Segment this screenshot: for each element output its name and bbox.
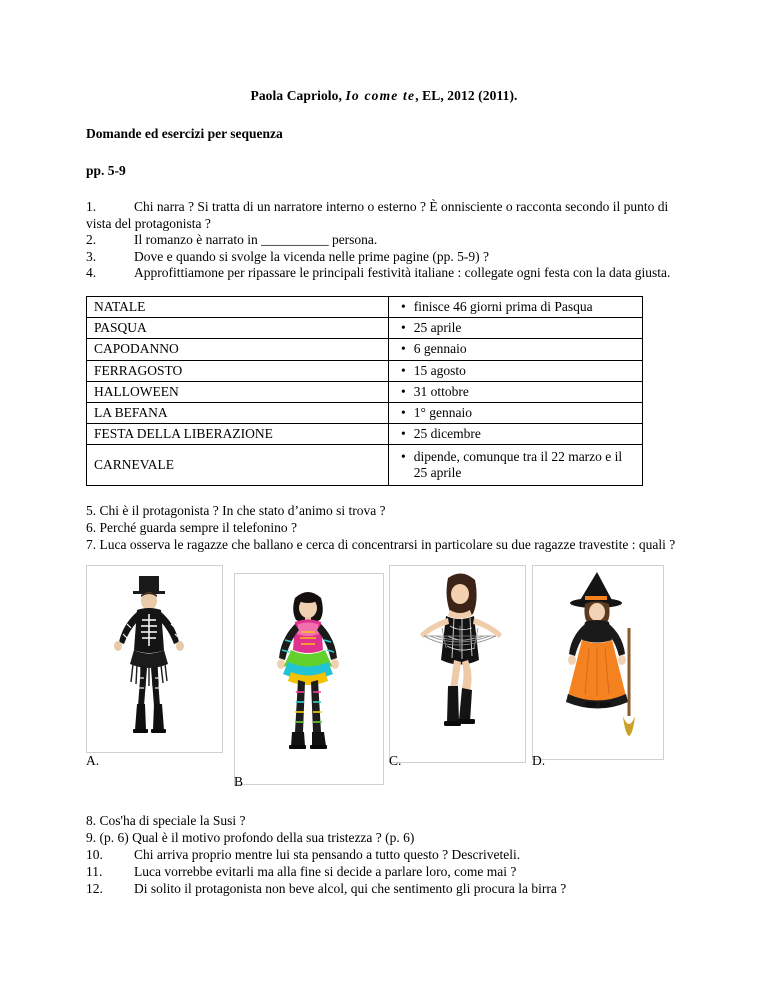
table-row (87, 360, 643, 381)
question-item (86, 502, 682, 519)
question-text: Perché guarda sempre il telefonino ? (99, 520, 298, 536)
table-row (87, 318, 643, 339)
festivity-date-text: 25 aprile (413, 320, 462, 336)
question-item (86, 265, 682, 282)
festivity-date-cell (389, 360, 643, 381)
title-part-before: Paola Capriolo, (250, 88, 346, 103)
costume-image-d (532, 565, 664, 760)
table-row (87, 339, 643, 360)
bullet-icon: • (401, 404, 406, 420)
festivity-date-cell (389, 339, 643, 360)
section-subtitle: Domande ed esercizi per sequenza (86, 126, 283, 141)
festivity-name-cell: LA BEFANA (87, 402, 389, 423)
festivity-date-cell (389, 402, 643, 423)
question-number: 6. (86, 520, 97, 536)
question-number: 5. (86, 503, 97, 519)
festivity-date-text: 31 ottobre (413, 383, 469, 399)
bullet-icon: • (401, 449, 406, 465)
festivity-name-cell: HALLOWEEN (87, 381, 389, 402)
question-text: Cos'ha di speciale la Susi ? (99, 813, 246, 828)
title-part-italic: Io come te (345, 88, 416, 103)
question-item (86, 812, 682, 829)
question-text: Chi arriva proprio mentre lui sta pensando a tutto questo ? Descriveteli. (134, 847, 521, 862)
costume-orange-witch-woman-icon (533, 566, 661, 757)
image-label-a: A. (86, 753, 100, 769)
question-text: Dove e quando si svolge la vicenda nelle prime pagine (pp. 5-9) ? (134, 248, 490, 264)
question-text: Luca vorrebbe evitarli ma alla fine si decide a parlare loro, come mai ? (134, 864, 517, 879)
festivity-date-text: 15 agosto (413, 362, 466, 378)
table-row (87, 424, 643, 445)
costume-colorful-doll-woman-icon (235, 574, 381, 782)
document-body (86, 88, 682, 790)
question-item (86, 232, 682, 249)
question-text: Chi narra ? Si tratta di un narratore interno o esterno ? È onnisciente o racconta secondo il punto di vista del protagonista ? (86, 199, 669, 231)
costume-images-row (86, 565, 682, 790)
question-text: (p. 6) Qual è il motivo profondo della sua tristezza ? (p. 6) (99, 830, 415, 845)
table-row (87, 445, 643, 486)
questions-block-third (86, 812, 682, 897)
image-label-c: C. (389, 753, 402, 769)
costume-black-spiderweb-dress-woman-icon (390, 566, 523, 760)
festivity-name-cell: CAPODANNO (87, 339, 389, 360)
page-title (86, 88, 682, 104)
costume-image-b (234, 573, 384, 785)
festivity-date-text: dipende, comunque tra il 22 marzo e il 25 aprile (413, 449, 623, 481)
festivity-name-cell: PASQUA (87, 318, 389, 339)
festivity-date-cell (389, 381, 643, 402)
question-item (86, 199, 682, 232)
question-number: 2. (86, 232, 97, 248)
question-text: Luca osserva le ragazze che ballano e cerca di concentrarsi in particolare su due ragazze travestite : quali ? (99, 537, 676, 553)
festivity-date-cell (389, 318, 643, 339)
image-label-d: D. (532, 753, 546, 769)
costume-image-a (86, 565, 223, 753)
title-part-after: , EL, 2012 (2011). (415, 88, 518, 103)
festivity-date-text: 25 dicembre (413, 426, 481, 442)
question-item (86, 846, 682, 863)
festivity-date-cell (389, 445, 643, 486)
festivity-name-cell: FESTA DELLA LIBERAZIONE (87, 424, 389, 445)
question-item (86, 249, 682, 266)
table-row (87, 381, 643, 402)
question-number: 9. (86, 830, 97, 845)
questions-block-first (86, 199, 682, 282)
bullet-icon: • (401, 362, 406, 378)
festivity-date-text: 1° gennaio (413, 404, 472, 420)
festivity-name-cell: CARNEVALE (87, 445, 389, 486)
question-number: 12. (86, 881, 103, 896)
festivity-date-cell (389, 296, 643, 317)
question-text: Approfittiamone per ripassare le principali festività italiane : collegate ogni festa con la data giusta. (134, 265, 671, 281)
question-number: 1. (86, 199, 97, 214)
question-item (86, 863, 682, 880)
question-number: 10. (86, 847, 103, 862)
festivity-name-cell: NATALE (87, 296, 389, 317)
bullet-icon: • (401, 383, 406, 399)
question-text: Il romanzo è narrato in __________ persona. (134, 232, 378, 248)
festivities-matching-table (86, 296, 643, 486)
image-label-b: B (234, 774, 244, 790)
question-text: Di solito il protagonista non beve alcol, qui che sentimento gli procura la birra ? (134, 881, 567, 896)
festivity-date-cell (389, 424, 643, 445)
questions-block-second (86, 502, 682, 553)
question-item (86, 829, 682, 846)
question-number: 4. (86, 265, 97, 281)
pages-range-label: pp. 5-9 (86, 163, 126, 178)
festivity-name-cell: FERRAGOSTO (87, 360, 389, 381)
question-number: 7. (86, 537, 97, 553)
question-number: 11. (86, 864, 103, 879)
question-item (86, 880, 682, 897)
question-item (86, 536, 682, 553)
question-number: 8. (86, 813, 97, 828)
bullet-icon: • (401, 320, 406, 336)
costume-image-c (389, 565, 526, 763)
festivity-date-text: 6 gennaio (413, 341, 467, 357)
festivity-date-text: finisce 46 giorni prima di Pasqua (413, 298, 593, 314)
bullet-icon: • (401, 341, 406, 357)
question-text: Chi è il protagonista ? In che stato d’animo si trova ? (99, 503, 386, 519)
costume-skeleton-woman-icon (87, 566, 220, 750)
bullet-icon: • (401, 298, 406, 314)
table-row (87, 402, 643, 423)
table-row (87, 296, 643, 317)
bullet-icon: • (401, 426, 406, 442)
question-number: 3. (86, 248, 97, 264)
question-item (86, 519, 682, 536)
